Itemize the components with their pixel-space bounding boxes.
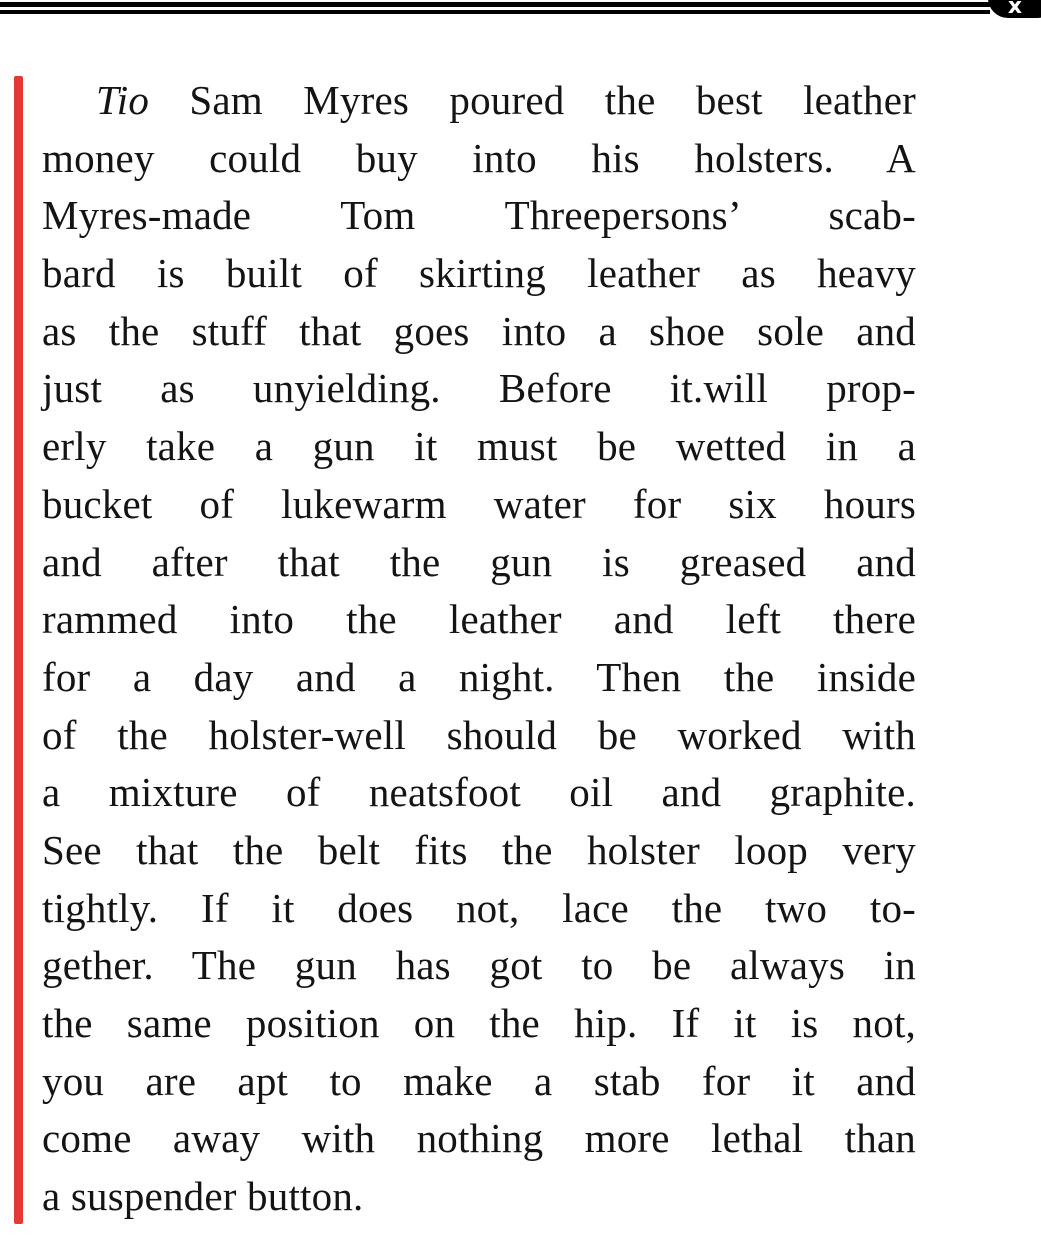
text-line: bard is built of skirting leather as heavy: [42, 250, 916, 297]
top-rule-thin: [0, 10, 990, 14]
text-line: the same position on the hip. If it is not,: [42, 1000, 916, 1046]
text-line: bucket of lukewarm water for six hours: [42, 480, 916, 527]
text-line: just as unyielding. Before it.will prop-: [42, 365, 916, 412]
text-line: as the stuff that goes into a shoe sole and: [42, 307, 916, 354]
top-border: [0, 0, 1041, 20]
text-line: you are apt to make a stab for it and: [42, 1057, 916, 1104]
text-line: and after that the gun is greased and: [42, 538, 916, 585]
text-line: a suspender button.: [42, 1173, 364, 1220]
italic-word: Tio: [96, 77, 150, 123]
article-text: [42, 72, 916, 1226]
text-line: Myres-made Tom Threepersons’ scab-: [42, 192, 916, 239]
text-line: a mixture of neatsfoot oil and graphite.: [42, 769, 916, 816]
quote-accent-bar: [14, 76, 23, 1224]
text-line: come away with nothing more lethal than: [42, 1115, 916, 1162]
top-rule-thick: [0, 2, 990, 7]
text-line: tightly. If it does not, lace the two to-: [42, 884, 916, 931]
text-line: for a day and a night. Then the inside: [42, 653, 916, 700]
text-line: of the holster-well should be worked with: [42, 711, 916, 758]
text-line: gether. The gun has got to be always in: [42, 942, 916, 989]
text-line: rammed into the leather and left there: [42, 596, 916, 643]
text-line: See that the belt fits the holster loop very: [42, 826, 916, 873]
text-line: erly take a gun it must be wetted in a: [42, 423, 916, 470]
close-icon: x: [1007, 0, 1023, 19]
text-line: money could buy into his holsters. A: [42, 134, 916, 181]
text-line: Tio Sam Myres poured the best leather: [96, 77, 916, 123]
